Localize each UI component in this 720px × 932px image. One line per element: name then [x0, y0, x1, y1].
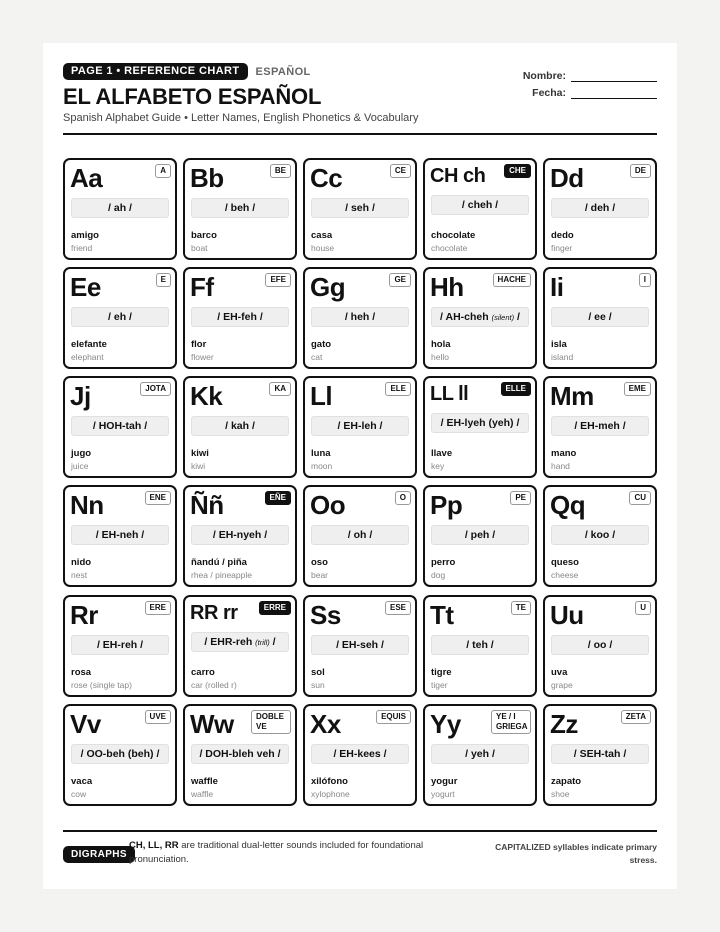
vocab-word: amigo — [71, 230, 99, 241]
phonetic-box — [551, 416, 649, 436]
phonetic-note: (trill) — [255, 638, 270, 647]
card-letter: Qq — [550, 490, 586, 520]
vocab-translation: hand — [551, 461, 570, 471]
letter-card — [543, 376, 657, 478]
vocab-word: oso — [311, 557, 328, 568]
phonetic-text: / EHR-reh — [204, 636, 253, 648]
worksheet-page — [43, 43, 677, 889]
phonetic-box — [191, 198, 289, 218]
card-letter: Xx — [310, 709, 341, 739]
vocab-word: casa — [311, 230, 333, 241]
vocab-word: yogur — [431, 776, 458, 787]
phonetic-text: / EH-nyeh / — [212, 529, 268, 541]
card-letter: Aa — [70, 163, 103, 193]
letter-card — [183, 485, 297, 587]
card-letter: Ll — [310, 381, 333, 411]
fecha-field[interactable] — [457, 82, 657, 99]
vocab-word: isla — [551, 339, 567, 350]
letter-card — [543, 267, 657, 369]
card-letter: Mm — [550, 381, 594, 411]
card-letter: Cc — [310, 163, 343, 193]
phonetic-box — [191, 416, 289, 436]
card-letter: Pp — [430, 490, 463, 520]
letter-card — [63, 485, 177, 587]
phonetic-box — [191, 525, 289, 545]
letter-name-badge: JOTA — [140, 382, 171, 396]
phonetic-box — [431, 525, 529, 545]
letter-name-badge: A — [155, 164, 171, 178]
phonetic-text: / EH-lyeh (yeh) / — [440, 417, 520, 429]
phonetic-text: / peh / — [464, 529, 496, 541]
letter-name-badge: ELLE — [501, 382, 531, 396]
phonetic-text: / deh / — [584, 202, 616, 214]
phonetic-text: / EH-kees / — [333, 748, 387, 760]
phonetic-box — [311, 307, 409, 327]
letter-card — [183, 595, 297, 697]
vocab-word: carro — [191, 667, 215, 678]
card-letter: Ee — [70, 272, 101, 302]
nombre-field[interactable] — [457, 65, 657, 82]
phonetic-text: / OO-beh (beh) / — [80, 748, 160, 760]
phonetic-text: / kah / — [225, 420, 255, 432]
vocab-word: vaca — [71, 776, 93, 787]
phonetic-text: / beh / — [224, 202, 256, 214]
card-letter: LL ll — [430, 383, 469, 405]
vocab-word: zapato — [551, 776, 582, 787]
phonetic-box — [191, 632, 289, 652]
phonetic-text: / EH-reh / — [96, 639, 144, 651]
vocab-word: xilófono — [311, 776, 348, 787]
vocab-translation: kiwi — [191, 461, 206, 471]
card-letter: Ww — [190, 709, 234, 739]
vocab-word: chocolate — [431, 230, 476, 241]
phonetic-text: / DOH-bleh veh / — [199, 748, 281, 760]
letter-card — [423, 485, 537, 587]
letter-name-badge: EME — [624, 382, 651, 396]
language-label: ESPAÑOL — [255, 65, 311, 78]
letter-name-badge: CHE — [504, 164, 531, 178]
card-letter: Oo — [310, 490, 346, 520]
letter-name-badge: CE — [390, 164, 411, 178]
phonetic-text: / ah / — [108, 202, 132, 214]
card-letter: CH ch — [430, 165, 486, 187]
phonetic-box — [551, 525, 649, 545]
phonetic-text: / ee / — [588, 311, 612, 323]
letter-card — [423, 595, 537, 697]
vocab-word: kiwi — [191, 448, 209, 459]
vocab-word: ñandú / piña — [191, 557, 247, 568]
vocab-translation: hello — [431, 352, 449, 362]
vocab-word: waffle — [191, 776, 218, 787]
phonetic-box — [191, 307, 289, 327]
letter-card — [63, 376, 177, 478]
phonetic-box — [311, 198, 409, 218]
phonetic-text: / teh / — [466, 639, 494, 651]
phonetic-box — [431, 195, 529, 215]
card-letter: Rr — [70, 600, 98, 630]
letter-name-badge: GE — [389, 273, 411, 287]
phonetic-box — [551, 198, 649, 218]
card-letter: Tt — [430, 600, 454, 630]
header — [63, 63, 657, 135]
vocab-translation: bear — [311, 570, 329, 580]
phonetic-box — [71, 525, 169, 545]
phonetic-text: / eh / — [108, 311, 132, 323]
phonetic-text: / SEH-tah / — [573, 748, 627, 760]
phonetic-box — [551, 307, 649, 327]
student-fields — [457, 65, 657, 99]
phonetic-box — [551, 744, 649, 764]
card-letter: Hh — [430, 272, 464, 302]
card-letter: Yy — [430, 709, 461, 739]
vocab-translation: flower — [191, 352, 214, 362]
card-letter: Bb — [190, 163, 224, 193]
letter-name-badge: ZETA — [621, 710, 651, 724]
letter-name-badge: HACHE — [493, 273, 531, 287]
digraphs-description: are traditional dual-letter sounds included for foundational pronunciation. — [129, 840, 424, 865]
letter-card — [543, 595, 657, 697]
phonetic-box — [191, 744, 289, 764]
phonetic-box — [311, 416, 409, 436]
letter-name-badge: I — [639, 273, 651, 287]
vocab-word: sol — [311, 667, 325, 678]
letter-card — [543, 485, 657, 587]
vocab-word: jugo — [71, 448, 92, 459]
letter-card — [303, 485, 417, 587]
phonetic-box — [311, 525, 409, 545]
letter-card — [183, 704, 297, 806]
letter-card — [303, 267, 417, 369]
phonetic-box — [311, 744, 409, 764]
vocab-translation: friend — [71, 243, 93, 253]
letter-card — [423, 704, 537, 806]
letter-name-badge: ELE — [385, 382, 411, 396]
phonetic-text: / cheh / — [461, 199, 499, 211]
vocab-word: dedo — [551, 230, 574, 241]
vocab-translation: car (rolled r) — [191, 680, 237, 690]
vocab-word: flor — [191, 339, 207, 350]
letter-name-badge: U — [635, 601, 651, 615]
letter-card — [183, 376, 297, 478]
letter-card — [303, 704, 417, 806]
vocab-translation: yogurt — [431, 789, 455, 799]
letter-name-badge: ERRE — [259, 601, 291, 615]
vocab-translation: moon — [311, 461, 333, 471]
card-letter: Ff — [190, 272, 214, 302]
letter-name-badge: KA — [269, 382, 291, 396]
phonetic-text: / oh / — [347, 529, 373, 541]
letter-name-badge: CU — [629, 491, 651, 505]
letter-card — [63, 595, 177, 697]
phonetic-box — [431, 744, 529, 764]
letter-name-badge: O — [395, 491, 411, 505]
phonetic-box — [311, 635, 409, 655]
phonetic-box — [431, 635, 529, 655]
phonetic-text: / EH-feh / — [217, 311, 263, 323]
letter-name-badge: UVE — [145, 710, 171, 724]
phonetic-text: / oo / — [587, 639, 613, 651]
card-letter: RR rr — [190, 602, 238, 624]
phonetic-box — [71, 635, 169, 655]
vocab-translation: xylophone — [311, 789, 350, 799]
phonetic-box — [551, 635, 649, 655]
phonetic-box — [431, 413, 529, 433]
card-letter: Vv — [70, 709, 101, 739]
vocab-translation: cheese — [551, 570, 579, 580]
letter-card — [303, 376, 417, 478]
letter-name-badge: TE — [511, 601, 531, 615]
card-letter: Gg — [310, 272, 346, 302]
letter-card — [63, 158, 177, 260]
vocab-word: queso — [551, 557, 579, 568]
vocab-word: tigre — [431, 667, 452, 678]
vocab-word: nido — [71, 557, 92, 568]
page-tag: PAGE 1 • REFERENCE CHART — [63, 63, 248, 80]
vocab-translation: shoe — [551, 789, 570, 799]
vocab-word: perro — [431, 557, 456, 568]
letter-name-badge: DOBLE VE — [251, 710, 291, 734]
letter-name-badge: EQUIS — [376, 710, 411, 724]
vocab-translation: rose (single tap) — [71, 680, 132, 690]
card-letter: Ii — [550, 272, 564, 302]
card-letter: Uu — [550, 600, 584, 630]
phonetic-text: / AH-cheh — [440, 311, 489, 323]
card-letter: Dd — [550, 163, 584, 193]
letter-name-badge: BE — [270, 164, 291, 178]
footer-rule — [63, 830, 657, 832]
letter-name-badge: ENE — [145, 491, 171, 505]
letter-card — [423, 158, 537, 260]
digraphs-list: CH, LL, RR — [129, 840, 179, 851]
vocab-translation: finger — [551, 243, 573, 253]
card-letter: Ss — [310, 600, 341, 630]
vocab-translation: elephant — [71, 352, 104, 362]
letter-name-badge: ERE — [145, 601, 171, 615]
page-subtitle: Spanish Alphabet Guide • Letter Names, English Phonetics & Vocabulary — [63, 112, 419, 124]
fecha-line[interactable] — [571, 91, 657, 99]
letter-name-badge: YE / I GRIEGA — [491, 710, 531, 734]
letter-card — [303, 158, 417, 260]
letter-name-badge: EÑE — [265, 491, 291, 505]
vocab-translation: house — [311, 243, 335, 253]
letter-name-badge: DE — [630, 164, 651, 178]
vocab-translation: rhea / pineapple — [191, 570, 252, 580]
vocab-translation: island — [551, 352, 574, 362]
phonetic-text: / yeh / — [465, 748, 495, 760]
phonetic-end: / — [514, 311, 520, 323]
phonetic-box — [431, 307, 529, 327]
letter-card — [183, 158, 297, 260]
letter-card — [63, 267, 177, 369]
phonetic-text: / HOH-tah / — [92, 420, 148, 432]
phonetic-end: / — [269, 636, 276, 648]
vocab-translation: dog — [431, 570, 446, 580]
phonetic-text: / EH-seh / — [336, 639, 384, 651]
letter-name-badge: EFE — [265, 273, 291, 287]
phonetic-box — [71, 744, 169, 764]
phonetic-note: (silent) — [491, 313, 515, 322]
tag-row — [63, 63, 311, 80]
vocab-translation: chocolate — [431, 243, 468, 253]
letter-card — [423, 376, 537, 478]
card-letter: Kk — [190, 381, 223, 411]
vocab-translation: grape — [551, 680, 573, 690]
letter-card — [543, 704, 657, 806]
vocab-word: rosa — [71, 667, 92, 678]
letter-name-badge: E — [156, 273, 171, 287]
card-letter: Nn — [70, 490, 104, 520]
letter-card — [543, 158, 657, 260]
letter-name-badge: ESE — [385, 601, 411, 615]
vocab-word: barco — [191, 230, 217, 241]
phonetic-text: / EH-leh / — [337, 420, 383, 432]
letter-card — [423, 267, 537, 369]
vocab-translation: cow — [71, 789, 87, 799]
digraphs-tag: DIGRAPHS — [63, 846, 135, 863]
letter-card — [183, 267, 297, 369]
digraphs-note — [129, 839, 459, 867]
vocab-translation: sun — [311, 680, 325, 690]
phonetic-box — [71, 416, 169, 436]
nombre-line[interactable] — [571, 74, 657, 82]
vocab-translation: tiger — [431, 680, 448, 690]
vocab-translation: juice — [71, 461, 89, 471]
vocab-word: llave — [431, 448, 453, 459]
card-letter: Jj — [70, 381, 91, 411]
letter-card — [63, 704, 177, 806]
letter-card — [303, 595, 417, 697]
fecha-label: Fecha: — [532, 87, 566, 99]
vocab-translation: waffle — [191, 789, 214, 799]
stress-note: CAPITALIZED syllables indicate primary stress. — [495, 842, 657, 865]
vocab-translation: nest — [71, 570, 88, 580]
nombre-label: Nombre: — [522, 70, 566, 82]
vocab-word: luna — [311, 448, 331, 459]
card-letter: Zz — [550, 709, 578, 739]
phonetic-text: / koo / — [584, 529, 616, 541]
phonetic-text: / EH-neh / — [95, 529, 145, 541]
phonetic-box — [71, 307, 169, 327]
header-rule — [63, 133, 657, 135]
card-letter: Ññ — [190, 490, 224, 520]
phonetic-text: / seh / — [345, 202, 375, 214]
letter-name-badge: PE — [510, 491, 531, 505]
footer — [63, 839, 657, 871]
phonetic-box — [71, 198, 169, 218]
vocab-word: gato — [311, 339, 332, 350]
phonetic-text: / heh / — [344, 311, 376, 323]
vocab-word: elefante — [71, 339, 107, 350]
vocab-translation: key — [431, 461, 445, 471]
vocab-word: hola — [431, 339, 451, 350]
page-title: EL ALFABETO ESPAÑOL — [63, 84, 322, 109]
phonetic-text: / EH-meh / — [574, 420, 626, 432]
vocab-word: uva — [551, 667, 568, 678]
vocab-translation: boat — [191, 243, 208, 253]
vocab-word: mano — [551, 448, 577, 459]
vocab-translation: cat — [311, 352, 323, 362]
